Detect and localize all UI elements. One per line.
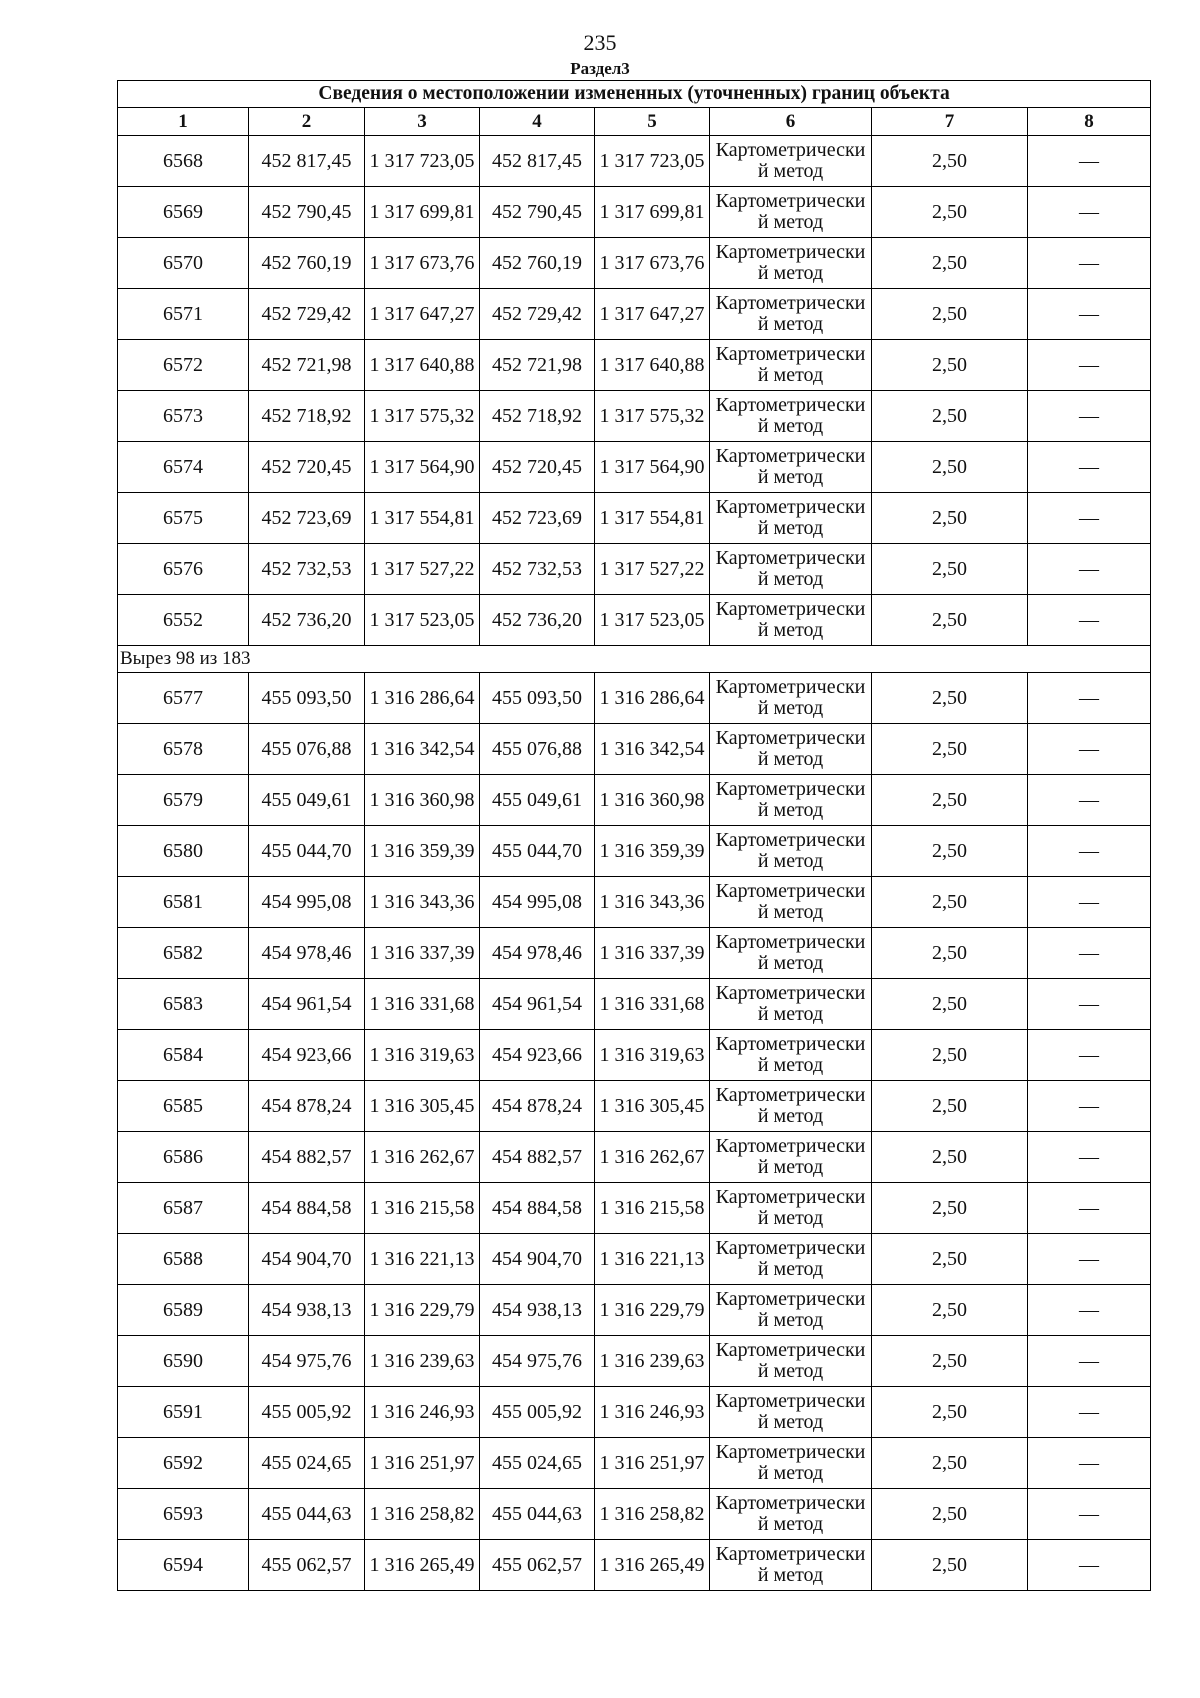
cell-col-1: 6569 (118, 187, 249, 238)
cell-col-3: 1 316 251,97 (365, 1438, 480, 1489)
cell-col-7: 2,50 (872, 877, 1028, 928)
cell-col-4: 452 720,45 (480, 442, 595, 493)
cell-col-2: 452 723,69 (249, 493, 365, 544)
table-row (118, 595, 1151, 646)
cell-col-2: 454 923,66 (249, 1030, 365, 1081)
cell-col-6: Картометрически й метод (710, 391, 872, 442)
cell-col-3: 1 316 319,63 (365, 1030, 480, 1081)
cell-col-6: Картометрически й метод (710, 1285, 872, 1336)
cell-col-8: — (1028, 928, 1151, 979)
table-row (118, 1489, 1151, 1540)
table-row (118, 724, 1151, 775)
cell-col-3: 1 317 527,22 (365, 544, 480, 595)
cell-col-4: 454 961,54 (480, 979, 595, 1030)
cell-col-4: 452 723,69 (480, 493, 595, 544)
cell-col-2: 454 882,57 (249, 1132, 365, 1183)
cell-col-5: 1 317 723,05 (595, 136, 710, 187)
cell-col-6: Картометрически й метод (710, 1030, 872, 1081)
cell-col-7: 2,50 (872, 1234, 1028, 1285)
table-row (118, 928, 1151, 979)
coordinates-table (117, 80, 1151, 1591)
cell-col-6: Картометрически й метод (710, 673, 872, 724)
cell-col-1: 6584 (118, 1030, 249, 1081)
cell-col-4: 452 732,53 (480, 544, 595, 595)
table-row (118, 877, 1151, 928)
cell-col-2: 455 049,61 (249, 775, 365, 826)
cell-col-2: 452 721,98 (249, 340, 365, 391)
cell-col-6: Картометрически й метод (710, 1489, 872, 1540)
cell-col-1: 6582 (118, 928, 249, 979)
cell-col-4: 455 024,65 (480, 1438, 595, 1489)
cell-col-7: 2,50 (872, 1489, 1028, 1540)
cell-col-3: 1 316 215,58 (365, 1183, 480, 1234)
column-number-header: 7 (872, 108, 1028, 136)
cell-col-8: — (1028, 724, 1151, 775)
cell-col-1: 6586 (118, 1132, 249, 1183)
column-number-header: 6 (710, 108, 872, 136)
cell-col-4: 452 729,42 (480, 289, 595, 340)
cell-col-8: — (1028, 238, 1151, 289)
cell-col-8: — (1028, 826, 1151, 877)
cell-col-7: 2,50 (872, 826, 1028, 877)
cell-col-6: Картометрически й метод (710, 1234, 872, 1285)
table-row (118, 826, 1151, 877)
cell-col-5: 1 317 673,76 (595, 238, 710, 289)
cell-col-3: 1 317 723,05 (365, 136, 480, 187)
cell-col-5: 1 316 337,39 (595, 928, 710, 979)
cell-col-5: 1 317 699,81 (595, 187, 710, 238)
table-row (118, 238, 1151, 289)
cell-col-6: Картометрически й метод (710, 493, 872, 544)
cell-col-4: 452 817,45 (480, 136, 595, 187)
table-row (118, 391, 1151, 442)
cell-col-5: 1 316 239,63 (595, 1336, 710, 1387)
cell-col-4: 454 923,66 (480, 1030, 595, 1081)
cell-col-4: 454 882,57 (480, 1132, 595, 1183)
cell-col-2: 454 975,76 (249, 1336, 365, 1387)
cell-col-5: 1 316 215,58 (595, 1183, 710, 1234)
cell-col-2: 454 904,70 (249, 1234, 365, 1285)
cell-col-7: 2,50 (872, 928, 1028, 979)
table-row (118, 442, 1151, 493)
cell-col-6: Картометрически й метод (710, 187, 872, 238)
cell-col-1: 6577 (118, 673, 249, 724)
column-numbers-row (118, 108, 1151, 136)
cell-col-1: 6575 (118, 493, 249, 544)
cell-col-3: 1 316 305,45 (365, 1081, 480, 1132)
cell-col-4: 455 005,92 (480, 1387, 595, 1438)
section-row (118, 646, 1151, 673)
cell-col-7: 2,50 (872, 1438, 1028, 1489)
table-header (118, 81, 1151, 136)
table-title: Сведения о местоположении измененных (уточненных) границ объекта (118, 81, 1151, 108)
cell-col-3: 1 317 647,27 (365, 289, 480, 340)
cell-col-8: — (1028, 1132, 1151, 1183)
table-row (118, 1336, 1151, 1387)
cell-col-6: Картометрически й метод (710, 724, 872, 775)
cell-col-5: 1 316 331,68 (595, 979, 710, 1030)
cell-col-2: 455 076,88 (249, 724, 365, 775)
cell-col-3: 1 317 640,88 (365, 340, 480, 391)
cell-col-4: 455 093,50 (480, 673, 595, 724)
cell-col-1: 6579 (118, 775, 249, 826)
cell-col-5: 1 316 262,67 (595, 1132, 710, 1183)
cell-col-3: 1 316 239,63 (365, 1336, 480, 1387)
cell-col-6: Картометрически й метод (710, 928, 872, 979)
table-row (118, 493, 1151, 544)
cell-col-2: 454 884,58 (249, 1183, 365, 1234)
table-title-row (118, 81, 1151, 108)
cell-col-6: Картометрически й метод (710, 775, 872, 826)
cell-col-7: 2,50 (872, 391, 1028, 442)
cell-col-1: 6581 (118, 877, 249, 928)
table-row (118, 289, 1151, 340)
cell-col-7: 2,50 (872, 1285, 1028, 1336)
cell-col-2: 455 005,92 (249, 1387, 365, 1438)
cell-col-5: 1 316 251,97 (595, 1438, 710, 1489)
cell-col-7: 2,50 (872, 673, 1028, 724)
cell-col-3: 1 316 262,67 (365, 1132, 480, 1183)
cell-col-3: 1 316 360,98 (365, 775, 480, 826)
table-row (118, 340, 1151, 391)
cell-col-3: 1 316 265,49 (365, 1540, 480, 1591)
cell-col-6: Картометрически й метод (710, 1438, 872, 1489)
table-row (118, 1081, 1151, 1132)
cell-col-1: 6574 (118, 442, 249, 493)
cell-col-5: 1 317 554,81 (595, 493, 710, 544)
cell-col-2: 455 044,70 (249, 826, 365, 877)
cell-col-8: — (1028, 1183, 1151, 1234)
cell-col-8: — (1028, 1285, 1151, 1336)
table-row (118, 187, 1151, 238)
section-title: Раздел3 (570, 59, 630, 78)
cell-col-5: 1 316 286,64 (595, 673, 710, 724)
table-row (118, 673, 1151, 724)
cell-col-2: 454 978,46 (249, 928, 365, 979)
cell-col-6: Картометрически й метод (710, 136, 872, 187)
cell-col-7: 2,50 (872, 340, 1028, 391)
cell-col-3: 1 317 575,32 (365, 391, 480, 442)
table-row (118, 544, 1151, 595)
cell-col-5: 1 317 564,90 (595, 442, 710, 493)
cell-col-2: 452 729,42 (249, 289, 365, 340)
table-row (118, 979, 1151, 1030)
cell-col-8: — (1028, 340, 1151, 391)
column-number-header: 3 (365, 108, 480, 136)
cell-col-6: Картометрически й метод (710, 289, 872, 340)
table-row (118, 1132, 1151, 1183)
cell-col-3: 1 317 673,76 (365, 238, 480, 289)
cell-col-8: — (1028, 187, 1151, 238)
cell-col-7: 2,50 (872, 1540, 1028, 1591)
cell-col-7: 2,50 (872, 544, 1028, 595)
cell-col-1: 6570 (118, 238, 249, 289)
cell-col-7: 2,50 (872, 1132, 1028, 1183)
cell-col-6: Картометрически й метод (710, 1336, 872, 1387)
cell-col-8: — (1028, 391, 1151, 442)
cell-col-6: Картометрически й метод (710, 1183, 872, 1234)
cell-col-3: 1 317 699,81 (365, 187, 480, 238)
cell-col-8: — (1028, 1234, 1151, 1285)
cell-col-7: 2,50 (872, 1081, 1028, 1132)
cell-col-7: 2,50 (872, 442, 1028, 493)
column-number-header: 4 (480, 108, 595, 136)
cell-col-8: — (1028, 289, 1151, 340)
table-row (118, 775, 1151, 826)
cell-col-2: 455 062,57 (249, 1540, 365, 1591)
column-number-header: 1 (118, 108, 249, 136)
cell-col-6: Картометрически й метод (710, 979, 872, 1030)
cell-col-1: 6587 (118, 1183, 249, 1234)
cell-col-1: 6572 (118, 340, 249, 391)
cell-col-5: 1 317 523,05 (595, 595, 710, 646)
cell-col-3: 1 316 221,13 (365, 1234, 480, 1285)
cell-col-4: 454 884,58 (480, 1183, 595, 1234)
cell-col-5: 1 317 527,22 (595, 544, 710, 595)
table-body (118, 136, 1151, 1591)
cell-col-2: 455 093,50 (249, 673, 365, 724)
cell-col-1: 6552 (118, 595, 249, 646)
cell-col-7: 2,50 (872, 595, 1028, 646)
cell-col-1: 6583 (118, 979, 249, 1030)
cell-col-3: 1 316 246,93 (365, 1387, 480, 1438)
cell-col-8: — (1028, 544, 1151, 595)
cell-col-6: Картометрически й метод (710, 595, 872, 646)
cell-col-5: 1 316 221,13 (595, 1234, 710, 1285)
cell-col-8: — (1028, 1030, 1151, 1081)
cell-col-4: 455 062,57 (480, 1540, 595, 1591)
cell-col-1: 6590 (118, 1336, 249, 1387)
cell-col-6: Картометрически й метод (710, 442, 872, 493)
cell-col-1: 6591 (118, 1387, 249, 1438)
cell-col-8: — (1028, 1336, 1151, 1387)
column-number-header: 5 (595, 108, 710, 136)
cell-col-2: 452 817,45 (249, 136, 365, 187)
cell-col-6: Картометрически й метод (710, 826, 872, 877)
cell-col-2: 455 024,65 (249, 1438, 365, 1489)
cell-col-3: 1 316 258,82 (365, 1489, 480, 1540)
table-row (118, 1030, 1151, 1081)
table-row (118, 1183, 1151, 1234)
cell-col-4: 452 760,19 (480, 238, 595, 289)
cell-col-7: 2,50 (872, 1030, 1028, 1081)
cell-col-7: 2,50 (872, 979, 1028, 1030)
cell-col-7: 2,50 (872, 136, 1028, 187)
cell-col-8: — (1028, 775, 1151, 826)
cell-col-5: 1 316 319,63 (595, 1030, 710, 1081)
cell-col-6: Картометрически й метод (710, 1081, 872, 1132)
cell-col-7: 2,50 (872, 1183, 1028, 1234)
cell-col-2: 452 720,45 (249, 442, 365, 493)
cell-col-5: 1 316 246,93 (595, 1387, 710, 1438)
cell-col-5: 1 316 360,98 (595, 775, 710, 826)
cell-col-5: 1 317 575,32 (595, 391, 710, 442)
cell-col-1: 6594 (118, 1540, 249, 1591)
table-row (118, 1438, 1151, 1489)
cell-col-3: 1 316 359,39 (365, 826, 480, 877)
cell-col-6: Картометрически й метод (710, 1540, 872, 1591)
cell-col-4: 455 044,63 (480, 1489, 595, 1540)
cell-col-6: Картометрически й метод (710, 877, 872, 928)
section-label: Вырез 98 из 183 (118, 646, 1151, 673)
cell-col-6: Картометрически й метод (710, 340, 872, 391)
cell-col-3: 1 316 337,39 (365, 928, 480, 979)
cell-col-8: — (1028, 673, 1151, 724)
cell-col-6: Картометрически й метод (710, 544, 872, 595)
cell-col-8: — (1028, 979, 1151, 1030)
cell-col-8: — (1028, 136, 1151, 187)
cell-col-4: 455 044,70 (480, 826, 595, 877)
cell-col-4: 452 718,92 (480, 391, 595, 442)
cell-col-4: 452 721,98 (480, 340, 595, 391)
cell-col-5: 1 316 305,45 (595, 1081, 710, 1132)
cell-col-3: 1 316 286,64 (365, 673, 480, 724)
cell-col-7: 2,50 (872, 289, 1028, 340)
cell-col-2: 452 790,45 (249, 187, 365, 238)
cell-col-2: 452 732,53 (249, 544, 365, 595)
cell-col-2: 452 736,20 (249, 595, 365, 646)
cell-col-6: Картометрически й метод (710, 1132, 872, 1183)
cell-col-1: 6589 (118, 1285, 249, 1336)
cell-col-2: 454 995,08 (249, 877, 365, 928)
page-number: 235 (583, 30, 617, 55)
cell-col-7: 2,50 (872, 187, 1028, 238)
cell-col-1: 6585 (118, 1081, 249, 1132)
cell-col-8: — (1028, 442, 1151, 493)
cell-col-1: 6573 (118, 391, 249, 442)
cell-col-4: 454 975,76 (480, 1336, 595, 1387)
cell-col-7: 2,50 (872, 1336, 1028, 1387)
cell-col-3: 1 316 331,68 (365, 979, 480, 1030)
table-row (118, 1285, 1151, 1336)
table-row (118, 1234, 1151, 1285)
cell-col-5: 1 316 359,39 (595, 826, 710, 877)
cell-col-5: 1 316 229,79 (595, 1285, 710, 1336)
cell-col-2: 452 718,92 (249, 391, 365, 442)
cell-col-8: — (1028, 493, 1151, 544)
cell-col-1: 6588 (118, 1234, 249, 1285)
cell-col-6: Картометрически й метод (710, 1387, 872, 1438)
cell-col-4: 454 978,46 (480, 928, 595, 979)
cell-col-1: 6593 (118, 1489, 249, 1540)
table-row (118, 1387, 1151, 1438)
cell-col-5: 1 317 647,27 (595, 289, 710, 340)
cell-col-7: 2,50 (872, 238, 1028, 289)
cell-col-2: 454 878,24 (249, 1081, 365, 1132)
cell-col-4: 454 878,24 (480, 1081, 595, 1132)
cell-col-5: 1 316 265,49 (595, 1540, 710, 1591)
cell-col-4: 454 938,13 (480, 1285, 595, 1336)
cell-col-8: — (1028, 1081, 1151, 1132)
table-row (118, 1540, 1151, 1591)
cell-col-6: Картометрически й метод (710, 238, 872, 289)
cell-col-5: 1 316 343,36 (595, 877, 710, 928)
cell-col-8: — (1028, 877, 1151, 928)
cell-col-4: 455 076,88 (480, 724, 595, 775)
cell-col-4: 454 995,08 (480, 877, 595, 928)
cell-col-5: 1 317 640,88 (595, 340, 710, 391)
cell-col-2: 454 938,13 (249, 1285, 365, 1336)
cell-col-1: 6592 (118, 1438, 249, 1489)
cell-col-7: 2,50 (872, 493, 1028, 544)
column-number-header: 2 (249, 108, 365, 136)
cell-col-1: 6571 (118, 289, 249, 340)
cell-col-4: 452 736,20 (480, 595, 595, 646)
cell-col-8: — (1028, 1540, 1151, 1591)
cell-col-8: — (1028, 1438, 1151, 1489)
cell-col-3: 1 317 554,81 (365, 493, 480, 544)
cell-col-1: 6578 (118, 724, 249, 775)
cell-col-7: 2,50 (872, 724, 1028, 775)
cell-col-1: 6580 (118, 826, 249, 877)
cell-col-8: — (1028, 1387, 1151, 1438)
cell-col-4: 455 049,61 (480, 775, 595, 826)
cell-col-7: 2,50 (872, 775, 1028, 826)
cell-col-2: 455 044,63 (249, 1489, 365, 1540)
cell-col-3: 1 317 564,90 (365, 442, 480, 493)
cell-col-7: 2,50 (872, 1387, 1028, 1438)
cell-col-8: — (1028, 1489, 1151, 1540)
column-number-header: 8 (1028, 108, 1151, 136)
cell-col-3: 1 317 523,05 (365, 595, 480, 646)
cell-col-2: 452 760,19 (249, 238, 365, 289)
cell-col-1: 6576 (118, 544, 249, 595)
cell-col-5: 1 316 342,54 (595, 724, 710, 775)
cell-col-1: 6568 (118, 136, 249, 187)
cell-col-3: 1 316 343,36 (365, 877, 480, 928)
cell-col-8: — (1028, 595, 1151, 646)
cell-col-2: 454 961,54 (249, 979, 365, 1030)
cell-col-3: 1 316 342,54 (365, 724, 480, 775)
cell-col-4: 452 790,45 (480, 187, 595, 238)
table-row (118, 136, 1151, 187)
cell-col-5: 1 316 258,82 (595, 1489, 710, 1540)
cell-col-4: 454 904,70 (480, 1234, 595, 1285)
cell-col-3: 1 316 229,79 (365, 1285, 480, 1336)
